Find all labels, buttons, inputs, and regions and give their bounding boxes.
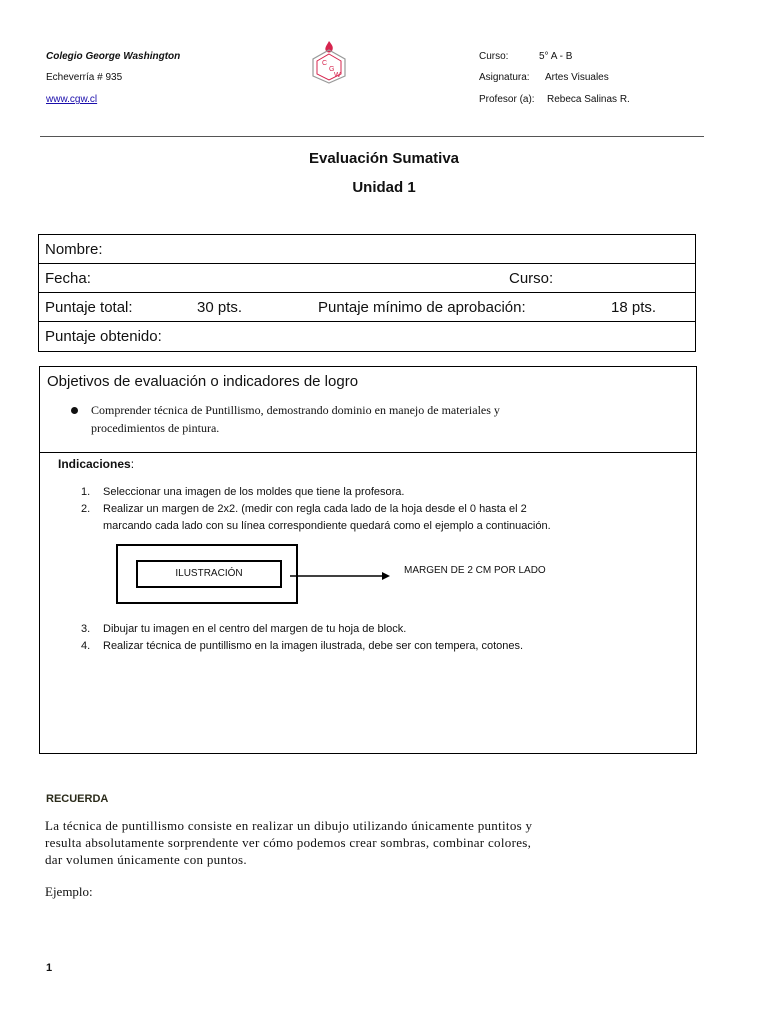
teacher-label: Profesor (a):: [479, 94, 535, 105]
info-row-name: [39, 235, 695, 264]
item-4-number: 4.: [81, 640, 91, 652]
info-row-scores: [39, 293, 695, 322]
course-label: Curso:: [479, 51, 509, 62]
item-2-number: 2.: [81, 503, 91, 515]
school-address: Echeverría # 935: [46, 72, 123, 83]
total-score-value: 30 pts.: [197, 299, 243, 316]
page-number: 1: [46, 962, 53, 974]
illustration-label: ILUSTRACIÓN: [175, 568, 243, 579]
remember-line-1: La técnica de puntillismo consiste en realizar un dibujo utilizando únicamente puntitos y: [45, 818, 533, 833]
objective-line-2: procedimientos de pintura.: [91, 421, 220, 435]
info-row-obtained: [39, 322, 695, 352]
obtained-score-label: Puntaje obtenido:: [45, 328, 162, 345]
objective-line-1: Comprender técnica de Puntillismo, demostrando dominio en manejo de materiales y: [91, 403, 500, 417]
school-logo-icon: [310, 40, 348, 84]
name-label: Nombre:: [45, 241, 103, 258]
school-name: Colegio George Washington: [46, 51, 181, 62]
school-website-link[interactable]: www.cgw.cl: [46, 94, 98, 105]
remember-line-3: dar volumen únicamente con puntos.: [45, 852, 247, 867]
instructions-heading: Indicaciones: [58, 457, 131, 471]
remember-line-2: resulta absolutamente sorprendente ver cómo podemos crear sombras, combinar colores,: [45, 835, 532, 850]
student-info-table: [38, 234, 696, 352]
teacher-value: Rebeca Salinas R.: [547, 94, 630, 105]
min-score-label: Puntaje mínimo de aprobación:: [318, 299, 526, 316]
logo-letter-g: G: [329, 66, 335, 73]
item-1-number: 1.: [81, 486, 91, 498]
subject-label: Asignatura:: [479, 72, 530, 83]
evaluation-title: Evaluación Sumativa: [308, 150, 460, 167]
logo-letter-c: C: [322, 60, 328, 67]
item-2-line-1: Realizar un margen de 2x2. (medir con regla cada lado de la hoja desde el 0 hasta el 2: [103, 503, 527, 515]
item-3-number: 3.: [81, 623, 91, 635]
header-divider: [40, 136, 704, 137]
item-1-text: Seleccionar una imagen de los moldes que tiene la profesora.: [103, 486, 405, 498]
instructions-heading-colon: :: [130, 457, 135, 471]
remember-heading: RECUERDA: [46, 793, 109, 805]
logo-letter-w: W: [334, 72, 341, 79]
item-2-line-2: marcando cada lado con su línea correspondiente quedará como el ejemplo a continuación.: [103, 520, 551, 532]
margin-label: MARGEN DE 2 CM POR LADO: [404, 565, 546, 576]
total-score-label: Puntaje total:: [45, 299, 133, 316]
unit-title: Unidad 1: [352, 179, 416, 196]
example-label: Ejemplo:: [45, 884, 93, 899]
objectives-heading: Objetivos de evaluación o indicadores de logro: [47, 373, 359, 390]
objectives-divider: [40, 452, 696, 453]
info-course-label: Curso:: [509, 270, 554, 287]
min-score-value: 18 pts.: [611, 299, 657, 316]
course-value: 5° A - B: [539, 51, 573, 62]
item-4-text: Realizar técnica de puntillismo en la imagen ilustrada, debe ser con tempera, cotones.: [103, 640, 524, 652]
bullet-icon: [71, 407, 78, 414]
arrow-right-icon: [288, 570, 392, 582]
instructions-heading-wrap: [58, 457, 134, 471]
subject-value: Artes Visuales: [545, 72, 609, 83]
school-logo: [310, 40, 348, 84]
item-3-text: Dibujar tu imagen en el centro del margen de tu hoja de block.: [103, 623, 407, 635]
info-row-date: [39, 264, 695, 293]
illustration-inner-frame: [136, 560, 282, 588]
date-label: Fecha:: [45, 270, 91, 287]
